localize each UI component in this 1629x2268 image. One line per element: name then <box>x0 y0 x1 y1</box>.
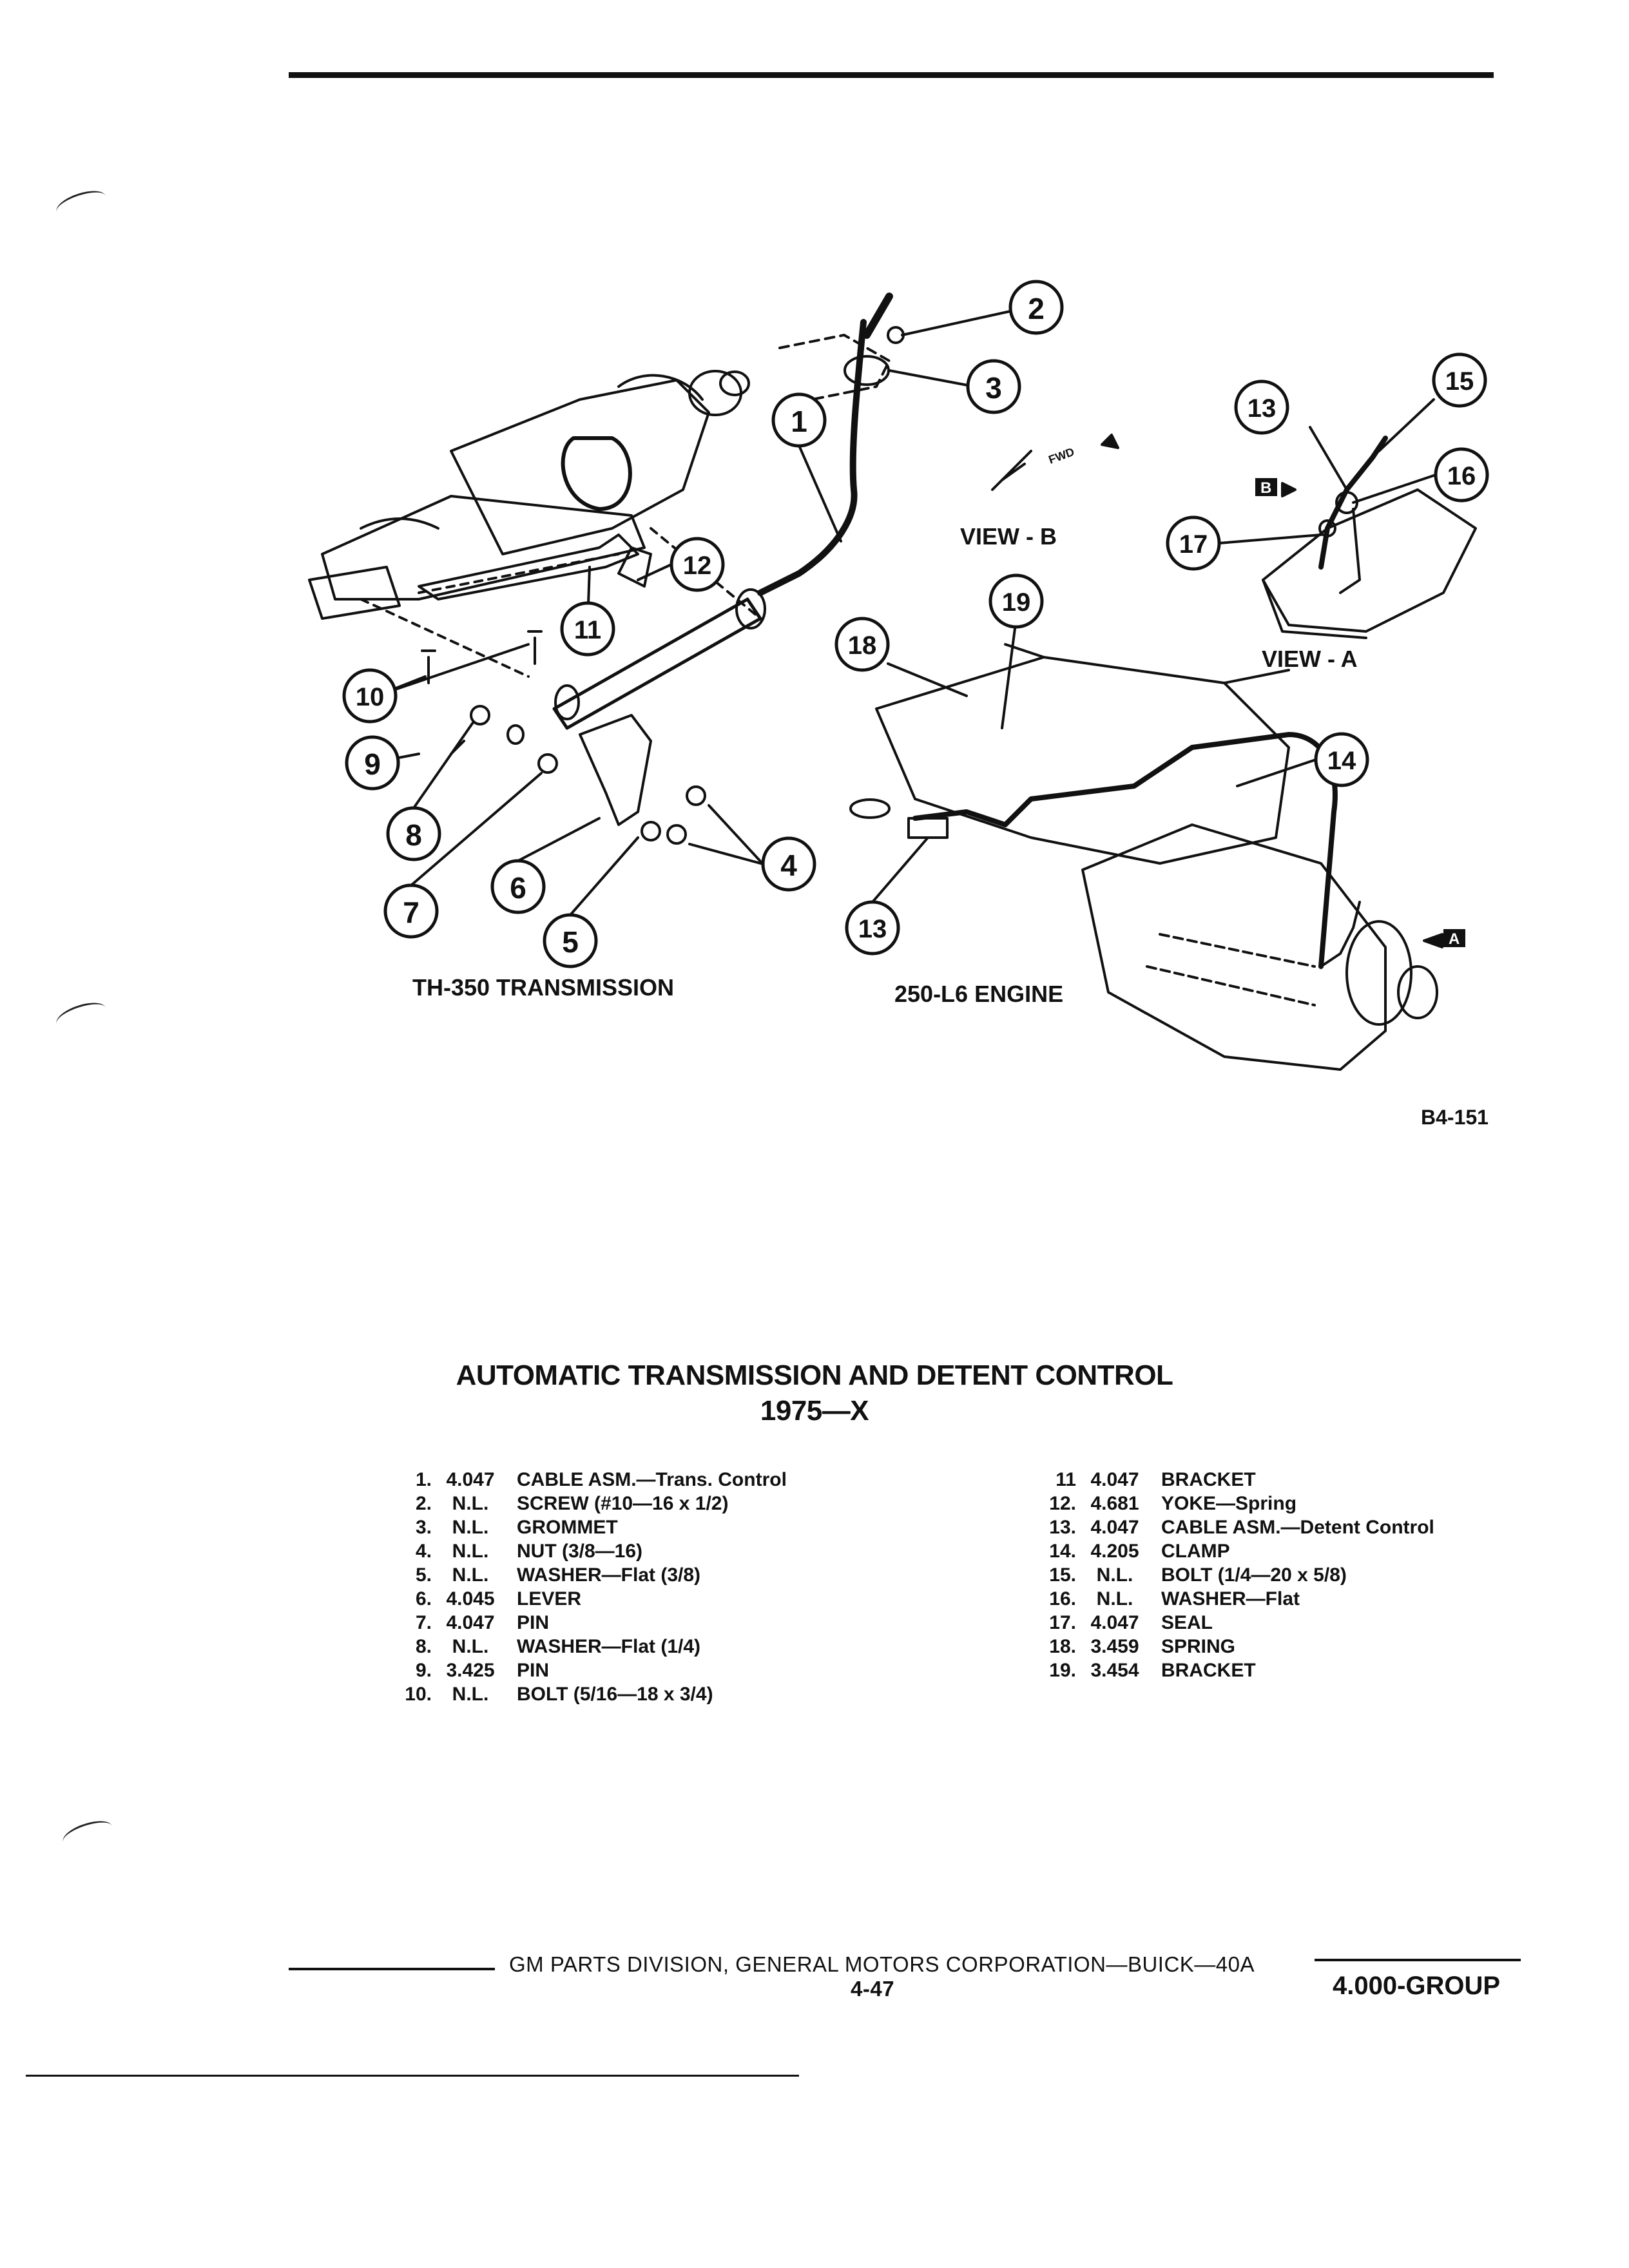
callout-12: 12 <box>682 552 712 580</box>
cable-13-illustration <box>915 735 1335 966</box>
list-item: 6. 4.045 LEVER <box>415 1588 582 1610</box>
bracket-11-illustration <box>419 535 638 599</box>
engine-label: 250-L6 ENGINE <box>894 981 1064 1007</box>
callout-7: 7 <box>403 896 419 929</box>
callout-2: 2 <box>1028 292 1045 325</box>
page-title: AUTOMATIC TRANSMISSION AND DETENT CONTROL <box>456 1360 1173 1391</box>
margin-mark <box>60 1816 115 1852</box>
tag-b: B <box>1260 479 1272 497</box>
group-number: 4.000-GROUP <box>1333 1972 1501 2000</box>
callout-13-engine: 13 <box>858 915 887 943</box>
view-b-label: VIEW - B <box>960 523 1057 550</box>
list-item: 12. 4.681 YOKE—Spring <box>1049 1493 1297 1514</box>
list-item: 16. N.L. WASHER—Flat <box>1049 1588 1300 1610</box>
view-a-label: VIEW - A <box>1262 646 1358 672</box>
figure-id: B4-151 <box>1421 1106 1489 1129</box>
callout-5: 5 <box>562 925 579 959</box>
callout-18: 18 <box>847 631 877 660</box>
list-item: 11 4.047 BRACKET <box>1055 1469 1256 1490</box>
callout-11: 11 <box>574 616 602 644</box>
bottom-rule <box>26 2075 799 2077</box>
page-subtitle: 1975—X <box>760 1395 869 1427</box>
footer-publisher: GM PARTS DIVISION, GENERAL MOTORS CORPORATION—BUICK—40A <box>509 1952 1255 1976</box>
list-item: 2. N.L. SCREW (#10—16 x 1/2) <box>415 1493 729 1514</box>
lever-6-illustration <box>580 715 651 825</box>
callout-10: 10 <box>355 683 385 711</box>
callout-3: 3 <box>985 371 1002 405</box>
callout-13-view-a: 13 <box>1247 394 1277 423</box>
callout-1: 1 <box>791 405 807 438</box>
list-item: 15. N.L. BOLT (1/4—20 x 5/8) <box>1049 1564 1347 1586</box>
parts-list-left <box>374 1468 787 1706</box>
list-item: 9. 3.425 PIN <box>415 1660 550 1681</box>
callout-16: 16 <box>1447 462 1476 490</box>
list-item: 4. N.L. NUT (3/8—16) <box>415 1541 643 1562</box>
list-item: 3. N.L. GROMMET <box>415 1517 618 1538</box>
footer-rule-right <box>1315 1959 1521 1961</box>
list-item: 17. 4.047 SEAL <box>1049 1612 1213 1633</box>
callout-17: 17 <box>1179 530 1208 559</box>
transmission-label: TH-350 TRANSMISSION <box>412 974 675 1001</box>
list-item: 18. 3.459 SPRING <box>1049 1636 1236 1657</box>
list-item: 19. 3.454 BRACKET <box>1049 1660 1256 1681</box>
list-item: 13. 4.047 CABLE ASM.—Detent Control <box>1049 1517 1434 1538</box>
parts-list-right <box>1018 1468 1434 1682</box>
fwd-label: FWD <box>1046 445 1076 466</box>
grommet-bracket-illustration <box>780 335 889 399</box>
page-number: 4-47 <box>851 1977 895 2001</box>
callout-14: 14 <box>1327 747 1356 775</box>
callout-15: 15 <box>1445 367 1474 396</box>
list-item: 5. N.L. WASHER—Flat (3/8) <box>415 1564 701 1586</box>
list-item: 8. N.L. WASHER—Flat (1/4) <box>415 1636 701 1657</box>
transmission-right-illustration <box>1083 825 1437 1070</box>
tag-a: A <box>1449 930 1460 948</box>
view-b-connector-illustration <box>992 451 1031 490</box>
callout-4: 4 <box>780 849 797 882</box>
list-item: 14. 4.205 CLAMP <box>1049 1541 1230 1562</box>
callout-9: 9 <box>364 747 381 781</box>
footer-rule-left <box>289 1968 495 1970</box>
list-item: 10. N.L. BOLT (5/16—18 x 3/4) <box>405 1684 713 1705</box>
callout-8: 8 <box>405 818 422 852</box>
callout-6: 6 <box>510 871 526 905</box>
list-item: 7. 4.047 PIN <box>415 1612 550 1633</box>
callout-19: 19 <box>1001 588 1031 617</box>
list-item: 1. 4.047 CABLE ASM.—Trans. Control <box>415 1469 787 1490</box>
